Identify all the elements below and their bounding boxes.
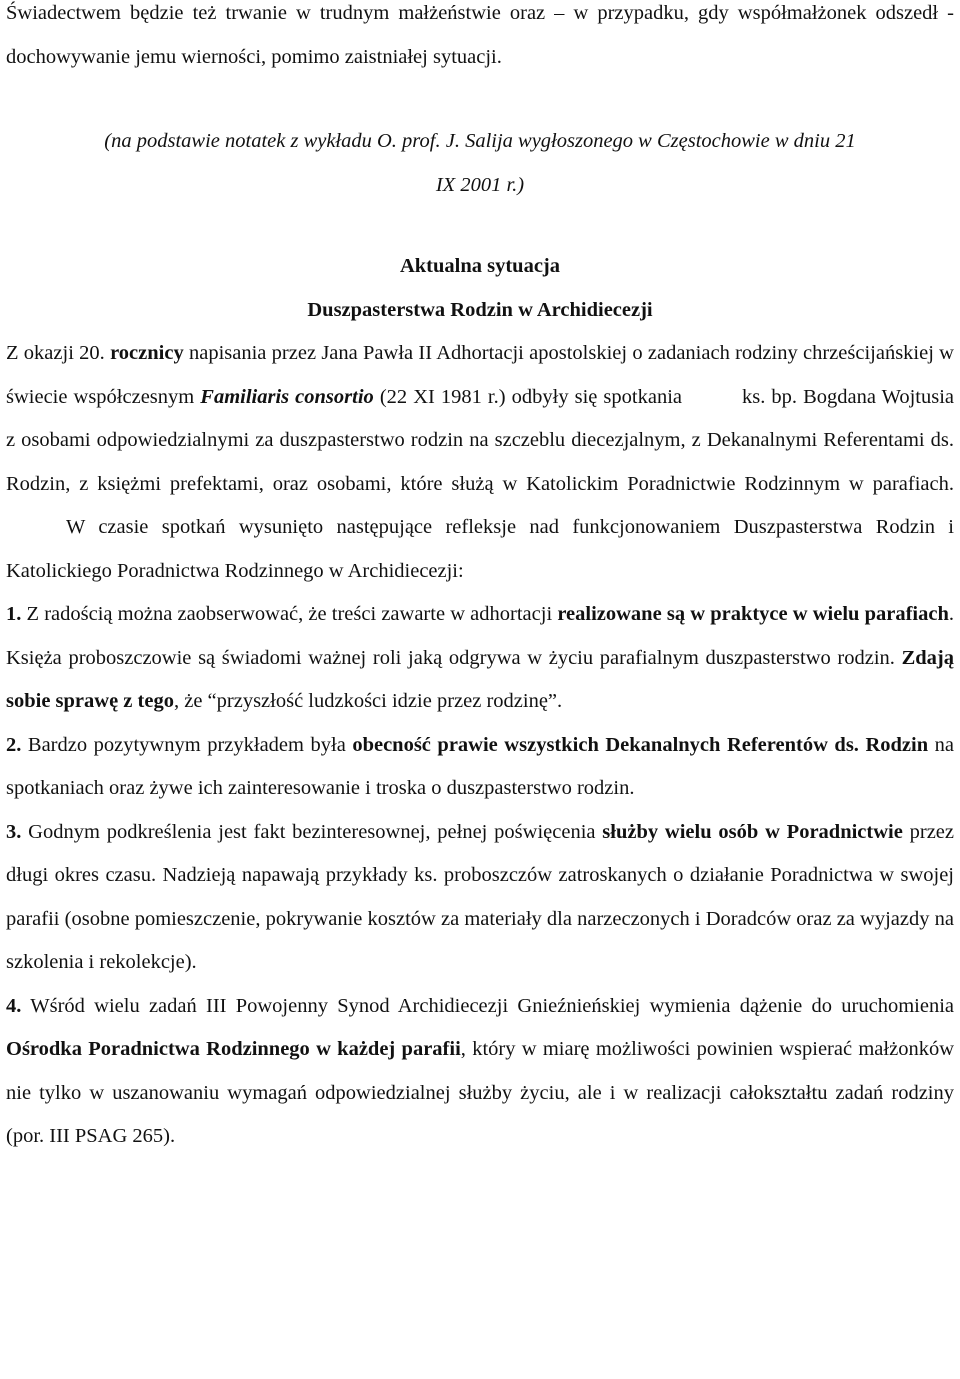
lecture-note-line-2: IX 2001 r.) bbox=[435, 174, 525, 196]
section-heading-line-1: Aktualna sytuacja bbox=[399, 255, 561, 277]
intro-paragraph bbox=[6, 0, 954, 79]
context-text-c: napisania przez Jana Pawła II Adhortacji apostolskiej o zadaniach rodziny chrześcijańskiej w świecie współczesnym bbox=[6, 342, 954, 408]
context-text-f: ks. bp. Bogdana Wojtusia z osobami odpowiedzialnymi za duszpasterstwo rodzin na szczeblu diecezjalnym, z Dekanalnymi Referentami ds. Rodzin, z księżmi prefektami, oraz osobami, które służą w Katolickim Poradnictwie Rodzinnym w parafiach. bbox=[6, 385, 954, 495]
list-item-4: 4. Wśród wielu zadań III Powojenny Synod Archidiecezji Gnieźnieńskiej wymienia dążenie do uruchomienia Ośrodka Poradnictwa Rodzinnego w każdej parafii, który w miarę możliwości powinien wspierać małżonków nie tylko w uszanowaniu wymagań odpowiedzialnej służby życiu, ale i w realizacji całokształtu zadań rodziny (por. III PSAG 265). bbox=[6, 994, 955, 1147]
section-heading-line-2: Duszpasterstwa Rodzin w Archidiecezji bbox=[307, 299, 653, 321]
context-paragraph bbox=[6, 332, 954, 593]
list-item-4-number: 4. bbox=[6, 994, 22, 1017]
list-item-3-number: 3. bbox=[6, 820, 22, 843]
list-item-2-number: 2. bbox=[6, 733, 22, 756]
list-item-1: 1. Z radością można zaobserwować, że treści zawarte w adhortacji realizowane są w praktyce w wielu parafiach. Księża proboszczowie są świadomi ważnej roli jaką odgrywa w życiu parafialnym duszpasterstwo rodzin. Zdają sobie sprawę z tego, że “przyszłość ludzkości idzie przez rodzinę”. bbox=[6, 603, 955, 712]
document-title: Familiaris consortio bbox=[200, 385, 374, 408]
lecture-note bbox=[6, 119, 954, 207]
list-item-1-number: 1. bbox=[6, 603, 22, 625]
context-text-g: W czasie spotkań wysunięto następujące refleksje nad funkcjonowaniem Duszpasterstwa Rodzin i Katolickiego Poradnictwa Rodzinnego w Archidiecezji: bbox=[6, 516, 954, 582]
lecture-note-line-1: (na podstawie notatek z wykładu O. prof. J. Salija wygłoszonego w Częstochowie w dniu 21 bbox=[104, 130, 856, 152]
intro-text: Świadectwem będzie też trwanie w trudnym małżeństwie oraz – w przypadku, gdy współmałżonek odszedł - dochowywanie jemu wierności, pomimo zaistniałej sytuacji. bbox=[6, 2, 954, 68]
list-item-2: 2. Bardzo pozytywnym przykładem była obecność prawie wszystkich Dekanalnych Referentów ds. Rodzin na spotkaniach oraz żywe ich zainteresowanie i troska o duszpasterstwo rodzin. bbox=[6, 733, 954, 799]
context-text-e: (22 XI 1981 r.) odbyły się spotkania bbox=[373, 385, 682, 408]
context-text-a: Z okazji 20. bbox=[6, 342, 105, 364]
context-text-b: rocznicy bbox=[104, 342, 184, 364]
list-item-3: 3. Godnym podkreślenia jest fakt bezinteresownej, pełnej poświęcenia służby wielu osób w Poradnictwie przez długi okres czasu. Nadzieją napawają przykłady ks. proboszczów zatroskanych o działanie Poradnictwa w swojej parafii (osobne pomieszczenie, pokrywanie kosztów za materiały dla narzeczonych i Doradców oraz za wyjazdy na szkolenia i rekolekcje). bbox=[6, 820, 954, 973]
